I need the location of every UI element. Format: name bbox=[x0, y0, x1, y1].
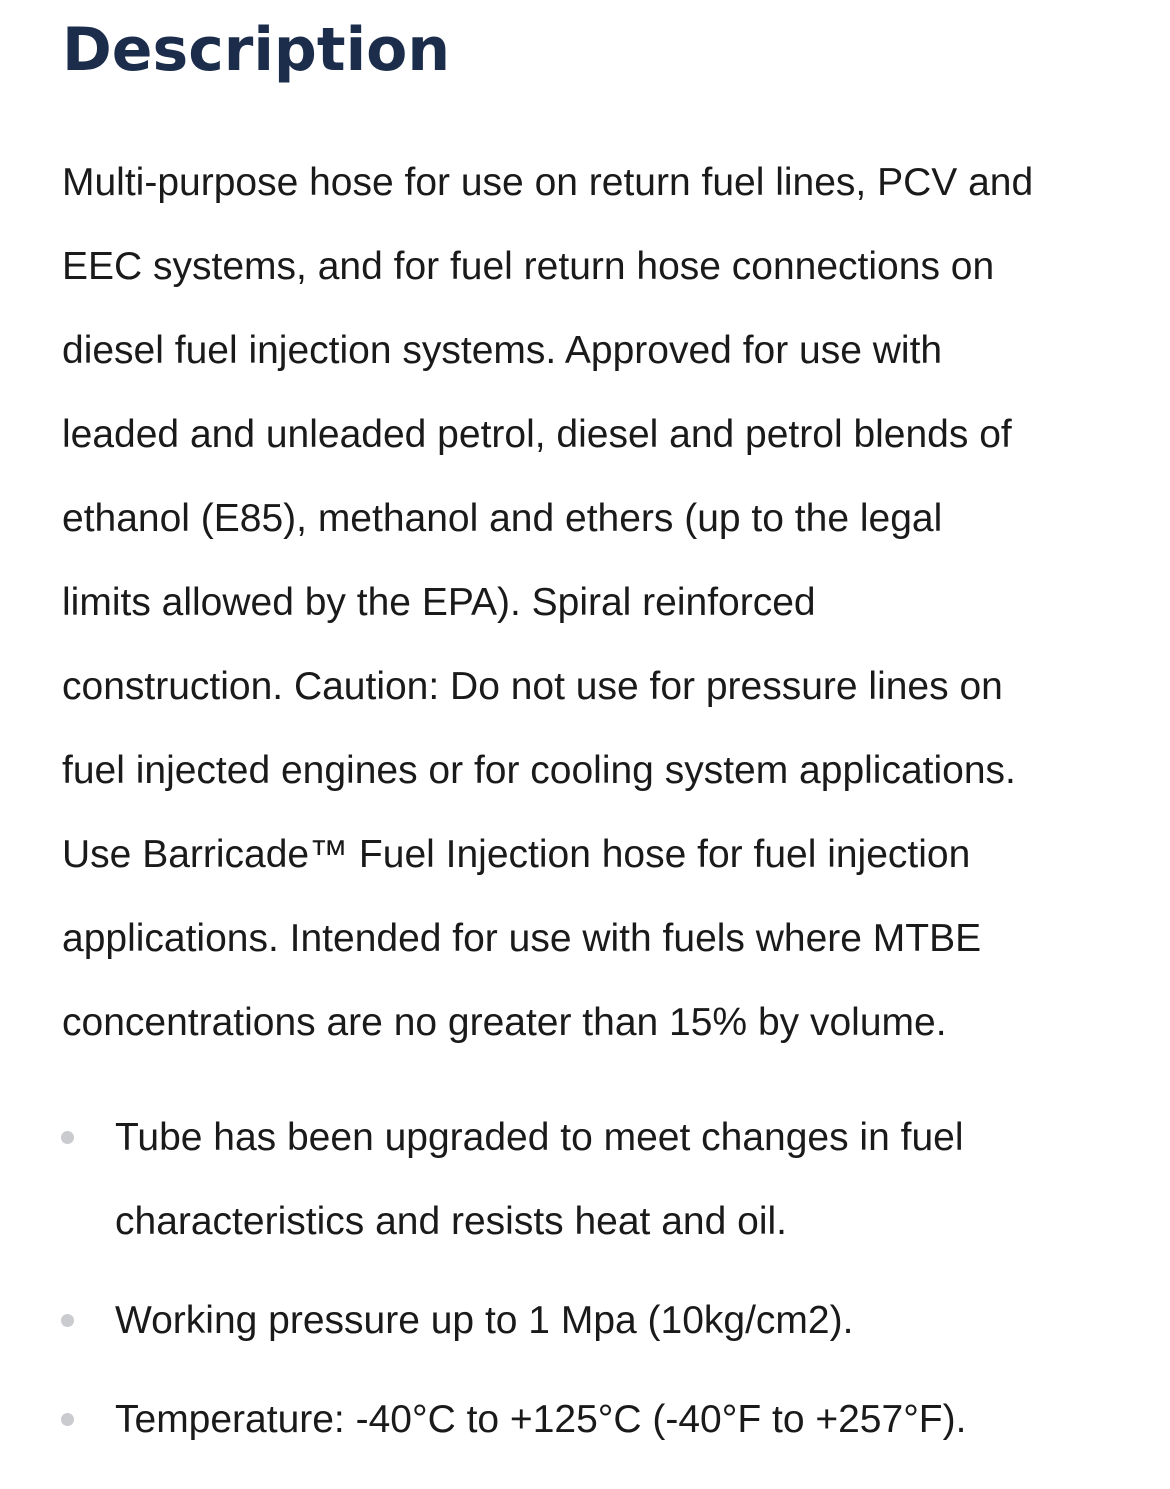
feature-line: Tube has been upgraded to meet changes in fuel bbox=[115, 1116, 964, 1159]
feature-line: characteristics and resists heat and oil. bbox=[115, 1200, 787, 1243]
feature-line: Working pressure up to 1 Mpa (10kg/cm2). bbox=[115, 1299, 854, 1342]
description-line: leaded and unleaded petrol, diesel and petrol blends of bbox=[62, 413, 1012, 456]
description-line: concentrations are no greater than 15% by volume. bbox=[62, 1001, 947, 1044]
description-line: limits allowed by the EPA). Spiral reinforced bbox=[62, 581, 816, 624]
description-line: Use Barricade™ Fuel Injection hose for fuel injection bbox=[62, 833, 971, 876]
description-line: Multi-purpose hose for use on return fuel lines, PCV and bbox=[62, 161, 1034, 204]
feature-list-item bbox=[0, 1279, 1170, 1363]
feature-list bbox=[0, 1096, 1170, 1477]
description-line: construction. Caution: Do not use for pressure lines on bbox=[62, 665, 1003, 708]
feature-list-item bbox=[0, 1378, 1170, 1462]
feature-line: Temperature: -40°C to +125°C (-40°F to +257°F). bbox=[115, 1398, 967, 1441]
bullet-icon bbox=[61, 1131, 74, 1144]
bullet-icon bbox=[61, 1413, 74, 1426]
feature-list-item bbox=[0, 1096, 1170, 1264]
description-line: EEC systems, and for fuel return hose connections on bbox=[62, 245, 995, 288]
bullet-icon bbox=[61, 1314, 74, 1327]
description-line: fuel injected engines or for cooling system applications. bbox=[62, 749, 1016, 792]
description-line: diesel fuel injection systems. Approved for use with bbox=[62, 329, 943, 372]
description-line: ethanol (E85), methanol and ethers (up to the legal bbox=[62, 497, 943, 540]
description-line: applications. Intended for use with fuels where MTBE bbox=[62, 917, 982, 960]
description-paragraph bbox=[62, 141, 1132, 1065]
section-title: Description bbox=[62, 15, 451, 85]
